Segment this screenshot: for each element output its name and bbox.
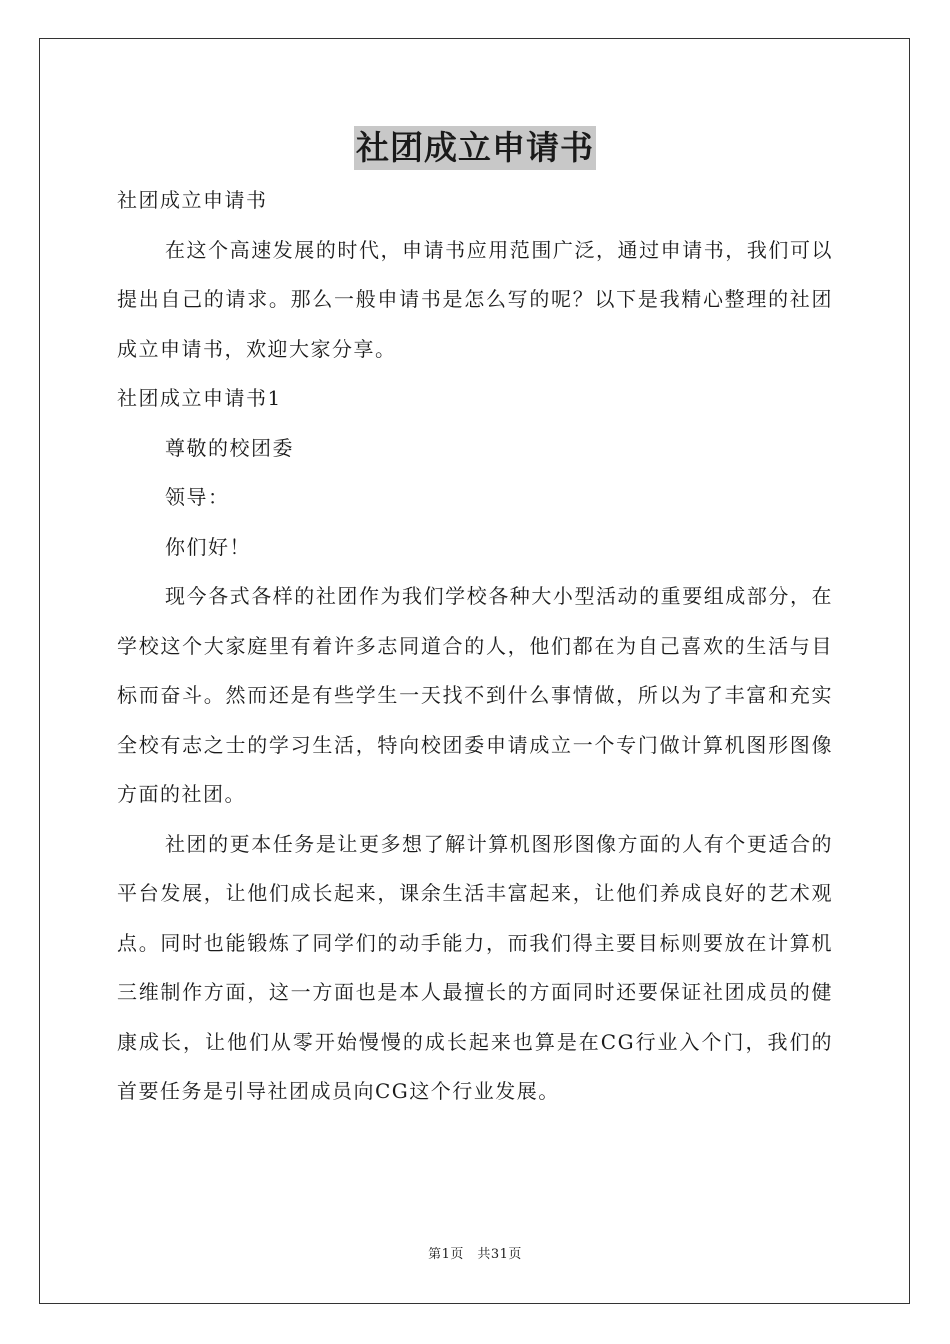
- salutation-recipient: 尊敬的校团委: [165, 435, 294, 460]
- body-paragraph-2: 社团的更本任务是让更多想了解计算机图形图像方面的人有个更适合的平台发展，让他们成长起来，课余生活丰富起来，让他们养成良好的艺术观点。同时也能锻炼了同学们的动手能力，而我们得主要目标则要放在计算机三维制作方面，这一方面也是本人最擅长的方面同时还要保证社团成员的健康成长，让他们从零开始慢慢的成长起来也算是在CG行业入个门，我们的首要任务是引导社团成员向CG这个行业发展。: [117, 831, 833, 1103]
- intro-paragraph: 在这个高速发展的时代，申请书应用范围广泛，通过申请书，我们可以提出自己的请求。那么一般申请书是怎么写的呢？以下是我精心整理的社团成立申请书，欢迎大家分享。: [117, 237, 833, 361]
- subtitle: 社团成立申请书: [117, 188, 268, 212]
- body-paragraph-1: 现今各式各样的社团作为我们学校各种大小型活动的重要组成部分，在学校这个大家庭里有着许多志同道合的人，他们都在为自己喜欢的生活与目标而奋斗。然而还是有些学生一天找不到什么事情做，所以为了丰富和充实全校有志之士的学习生活，特向校团委申请成立一个专门做计算机图形图像方面的社团。: [117, 584, 833, 806]
- section-heading: 社团成立申请书1: [117, 386, 282, 410]
- document-body: [117, 176, 833, 1117]
- greeting: 你们好！: [165, 534, 251, 559]
- salutation-leaders: 领导：: [165, 485, 230, 509]
- page-number: 第1页 共31页: [428, 1247, 522, 1262]
- document-title-wrapper: [0, 126, 950, 170]
- document-title: 社团成立申请书: [354, 126, 596, 170]
